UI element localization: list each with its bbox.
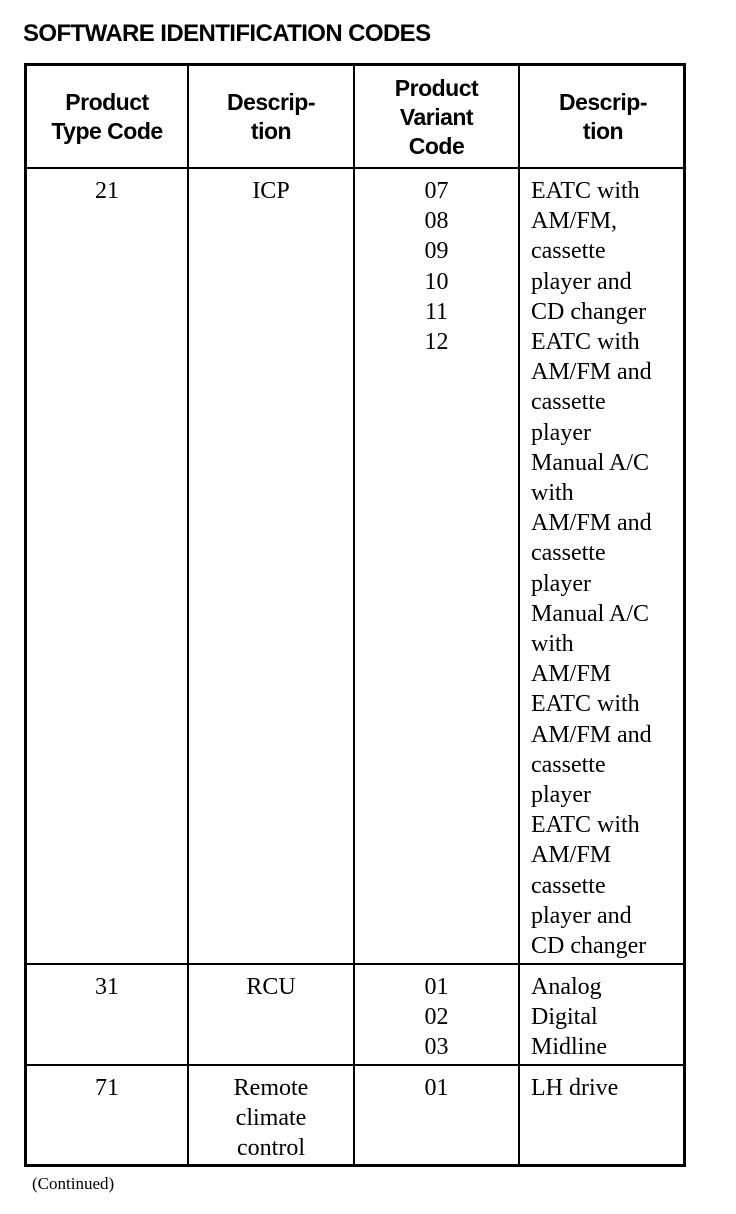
continued-note: (Continued) (32, 1174, 115, 1193)
header-product-type-code (27, 66, 187, 168)
column-divider (518, 66, 520, 1164)
header-line: Descrip- (226, 89, 316, 115)
header-product-variant-code (355, 66, 518, 168)
header-line: Product (65, 89, 149, 115)
variant-description-cell: EATC with AM/FM, cassette player and CD changer EATC with AM/FM and cassette player Manual A/C with AM/FM and cassette player Manual A/C with AM/FM EATC with AM/FM and cassette player EATC with AM/FM cassette player and CD changer (531, 178, 652, 960)
row-divider (27, 963, 683, 965)
description-cell: ICP (252, 178, 290, 204)
header-line: Descrip- (558, 89, 648, 115)
row-divider (27, 1064, 683, 1066)
variant-codes-cell: 07 08 09 10 11 12 (424, 178, 449, 356)
type-code-cell: 71 (95, 1075, 119, 1101)
type-code-cell: 21 (95, 178, 119, 204)
header-line: tion (250, 118, 292, 144)
page-title: SOFTWARE IDENTIFICATION CODES (23, 20, 431, 47)
header-line: Product (394, 74, 479, 101)
header-line: Variant (399, 103, 474, 130)
header-line: tion (582, 118, 624, 144)
type-code-cell: 31 (95, 974, 119, 1000)
header-variant-description (520, 66, 686, 168)
variant-description-cell: Analog Digital Midline (531, 974, 607, 1061)
variant-description-cell: LH drive (531, 1075, 619, 1101)
header-line: Type Code (51, 118, 163, 144)
description-cell: RCU (246, 974, 296, 1000)
software-codes-table (24, 63, 686, 1167)
description-cell: Remote climate control (233, 1075, 309, 1162)
variant-codes-cell: 01 02 03 (424, 974, 449, 1061)
header-description (189, 66, 353, 168)
header-line: Code (408, 132, 465, 159)
variant-codes-cell: 01 (424, 1075, 449, 1101)
